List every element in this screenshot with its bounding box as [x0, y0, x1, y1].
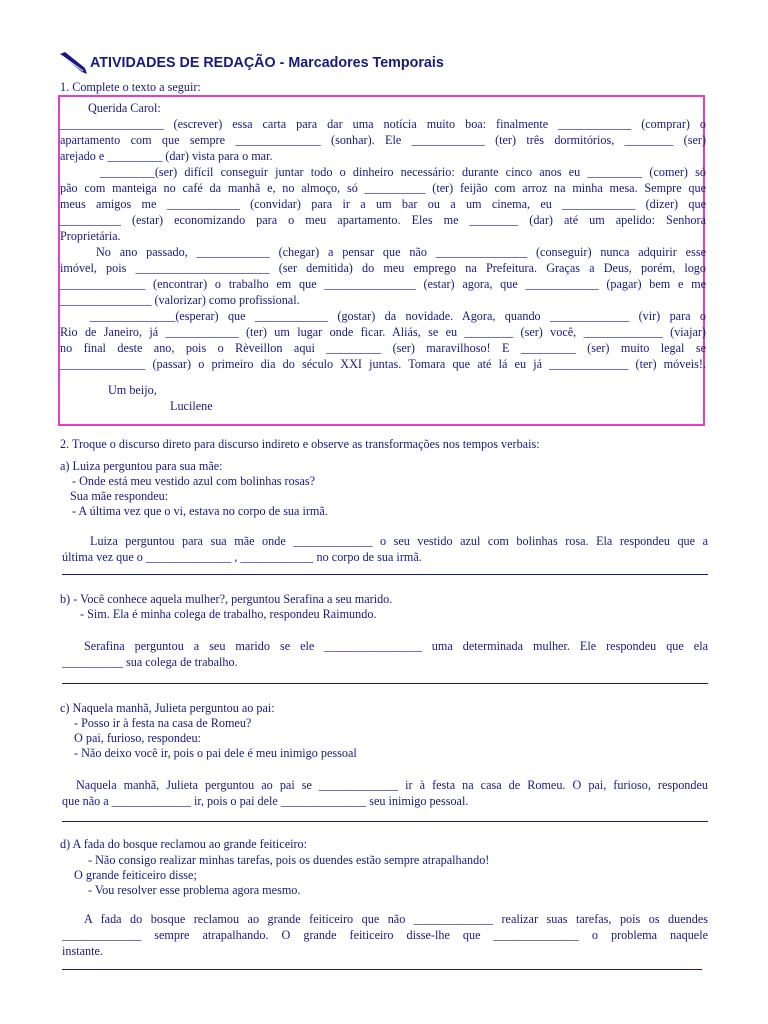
item-d-line: - Vou resolver esse problema agora mesmo. — [88, 883, 301, 897]
letter-line: ______________ (encontrar) o trabalho em que _______________ (estar) agora, que ____________ (pagar) bem e me — [60, 277, 706, 291]
item-b-answer: __________ sua colega de trabalho. — [62, 655, 238, 669]
letter-line: apartamento com que sempre ______________ (sonhar). Ele ____________ (ter) três dormitórios, ________ (ser) — [60, 133, 706, 147]
letter-line: _________(ser) difícil conseguir juntar todo o dinheiro necessário: durante cinco anos eu _________ (comer) só — [100, 165, 706, 179]
pen-icon — [58, 51, 88, 75]
item-c-answer: que não a _____________ ir, pois o pai dele ______________ seu inimigo pessoal. — [62, 794, 469, 808]
item-a-answer: Luiza perguntou para sua mãe onde _____________ o seu vestido azul com bolinhas rosa. Ela respondeu que a — [90, 534, 708, 548]
worksheet-title — [58, 50, 444, 76]
question-1-label: 1. Complete o texto a seguir: — [60, 80, 201, 94]
answer-rule — [62, 683, 708, 684]
item-c-line: - Não deixo você ir, pois o pai dele é meu inimigo pessoal — [74, 746, 357, 760]
item-b-answer: Serafina perguntou a seu marido se ele ________________ uma determinada mulher. Ele respondeu que ela — [84, 639, 708, 653]
letter-line: ______________(esperar) que ____________ (gostar) da novidade. Agora, quando _____________ (vir) para o — [90, 309, 706, 323]
letter-greeting: Querida Carol: — [88, 101, 161, 115]
answer-rule — [62, 821, 708, 822]
letter-line: imóvel, pois ______________________ (ser demitida) do meu emprego na Prefeitura. Graças a Deus, porém, logo — [60, 261, 706, 275]
letter-signature: Lucilene — [170, 399, 213, 413]
question-2-instruction: 2. Troque o discurso direto para discurso indireto e observe as transformações nos tempos verbais: — [60, 437, 540, 451]
letter-line: No ano passado, ____________ (chegar) a pensar que não _______________ (conseguir) nunca adquirir esse — [96, 245, 706, 259]
item-c-line: O pai, furioso, respondeu: — [74, 731, 201, 745]
item-a-line: - Onde está meu vestido azul com bolinhas rosas? — [72, 474, 316, 488]
letter-closing: Um beijo, — [108, 383, 157, 397]
letter-line: pão com manteiga no café da manhã e, no almoço, só __________ (ter) feijão com arroz na minha mesa. Sempre que — [60, 181, 706, 195]
item-c-answer: Naquela manhã, Julieta perguntou ao pai se _____________ ir à festa na casa de Romeu. O pai, furioso, respondeu — [76, 778, 708, 792]
letter-line: _________________ (escrever) essa carta para dar uma notícia muito boa: finalmente ____________ (comprar) o — [60, 117, 706, 131]
letter-line: _______________ (valorizar) como profissional. — [60, 293, 300, 307]
item-b-line: b) - Você conhece aquela mulher?, perguntou Serafina a seu marido. — [60, 592, 393, 606]
item-d-line: - Não consigo realizar minhas tarefas, pois os duendes estão sempre atrapalhando! — [88, 853, 490, 867]
item-d-line: O grande feiticeiro disse; — [74, 868, 197, 882]
item-a-line: a) Luiza perguntou para sua mãe: — [60, 459, 223, 473]
item-d-answer: A fada do bosque reclamou ao grande feiticeiro que não _____________ realizar suas tarefas, pois os duendes — [84, 912, 708, 926]
answer-rule — [62, 574, 708, 575]
item-a-line: Sua mãe respondeu: — [70, 489, 169, 503]
item-d-answer: _____________ sempre atrapalhando. O grande feiticeiro disse-lhe que ______________ o problema naquele — [62, 928, 708, 942]
item-d-line: d) A fada do bosque reclamou ao grande feiticeiro: — [60, 837, 308, 851]
letter-line: ______________ (passar) o primeiro dia do século XXI juntas. Tomara que até lá eu já _____________ (ter) móveis!. — [60, 357, 706, 371]
letter-line: meus amigos me ____________ (convidar) para ir a um bar ou a um cinema, eu ____________ (dizer) que — [60, 197, 706, 211]
item-a-answer: última vez que o ______________ , ____________ no corpo de sua irmã. — [62, 550, 422, 564]
letter-line: no final deste ano, pois o Rèveillon aqui _________ (ser) maravilhoso! E _________ (ser) muito legal se — [60, 341, 706, 355]
letter-line: __________ (estar) economizando para o meu apartamento. Eles me ________ (dar) até um apelido: Senhora — [60, 213, 706, 227]
item-a-line: - A última vez que o vi, estava no corpo de sua irmã. — [72, 504, 328, 518]
title-text: ATIVIDADES DE REDAÇÃO - Marcadores Temporais — [90, 55, 444, 71]
answer-rule — [62, 969, 702, 970]
letter-line: arejado e _________ (dar) vista para o mar. — [60, 149, 273, 163]
item-c-line: c) Naquela manhã, Julieta perguntou ao pai: — [60, 701, 275, 715]
item-d-answer: instante. — [62, 944, 103, 958]
letter-line: Proprietária. — [60, 229, 121, 243]
letter-line: Rio de Janeiro, já ____________ (ter) um lugar onde ficar. Aliás, se eu ________ (ser) você, _____________ (viajar) — [60, 325, 706, 339]
item-b-line: - Sim. Ela é minha colega de trabalho, respondeu Raimundo. — [80, 607, 377, 621]
item-c-line: - Posso ir à festa na casa de Romeu? — [74, 716, 252, 730]
